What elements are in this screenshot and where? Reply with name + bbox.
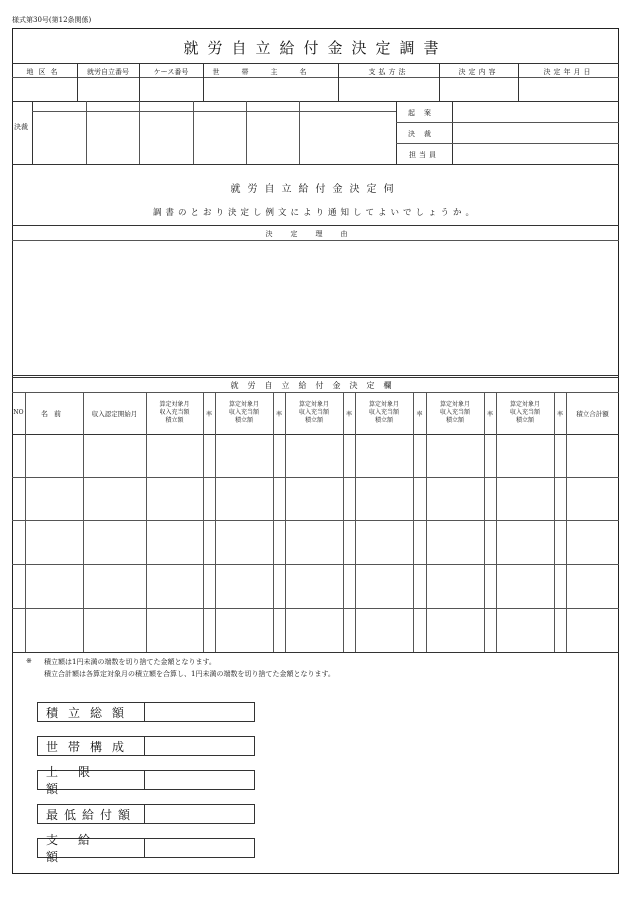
period-month: 算定対象月	[228, 401, 259, 408]
header-case-number: ケース番号	[153, 68, 189, 76]
col-total: 積立合計額	[576, 410, 609, 418]
summary-label-text: 積立総額	[46, 705, 135, 720]
note-mark: ※	[26, 657, 32, 665]
note-line-1: 積立額は1円未満の端数を切り捨てた金額となります。	[44, 658, 216, 666]
period-saving: 積立額	[445, 417, 464, 424]
summary-minimum-label	[37, 804, 145, 824]
note-line-2: 積立合計額は各算定対象月の積立額を合算し、1円未満の端数を切り捨てた金額となります。	[44, 670, 335, 678]
col-period-6	[496, 401, 554, 425]
period-month: 算定対象月	[439, 401, 470, 408]
col-start-month: 収入認定開始月	[91, 410, 138, 418]
decision-header: 就労自立給付金決定欄	[230, 381, 401, 390]
summary-total-savings-label	[37, 702, 145, 722]
header-payment-method: 支払方法	[368, 68, 409, 76]
col-name: 名前	[41, 410, 67, 418]
col-rate-2: 率	[275, 411, 282, 418]
summary-household-field[interactable]	[144, 736, 255, 756]
col-no: NO	[13, 409, 24, 416]
period-saving: 積立額	[234, 417, 253, 424]
summary-total-savings-field[interactable]	[144, 702, 255, 722]
col-period-4	[355, 401, 413, 425]
period-allocation: 収入充当額	[509, 409, 540, 416]
period-allocation: 収入充当額	[439, 409, 470, 416]
header-support-number: 就労自立番号	[87, 68, 129, 76]
summary-limit-label	[37, 765, 145, 796]
header-decision-date: 決定年月日	[543, 68, 594, 76]
col-period-3	[285, 401, 343, 425]
col-rate-4: 率	[416, 411, 423, 418]
reason-header: 決定理由	[265, 230, 366, 238]
col-rate-1: 率	[205, 411, 212, 418]
form-number-label: 様式第30号(第12条関係)	[12, 16, 92, 24]
period-saving: 積立額	[374, 417, 393, 424]
period-saving: 積立額	[515, 417, 534, 424]
header-decision-content: 決定内容	[458, 68, 499, 76]
summary-label-text: 世帯構成	[46, 739, 135, 754]
col-period-1	[146, 401, 203, 425]
period-allocation: 収入充当額	[159, 409, 190, 416]
period-allocation: 収入充当額	[228, 409, 259, 416]
inquiry-title: 就労自立給付金決定伺	[230, 184, 401, 195]
summary-household-label	[37, 736, 145, 756]
header-area: 地区名	[26, 68, 63, 76]
summary-label-text: 上限額	[46, 765, 111, 796]
summary-label-text: 最低給付額	[46, 807, 137, 822]
period-saving: 積立額	[165, 417, 184, 424]
col-rate-6: 率	[556, 411, 563, 418]
period-month: 算定対象月	[368, 401, 399, 408]
col-rate-3: 率	[345, 411, 352, 418]
col-rate-5: 率	[486, 411, 493, 418]
approval-side-label: 決裁	[14, 123, 28, 131]
period-month: 算定対象月	[159, 401, 190, 408]
summary-minimum-field[interactable]	[144, 804, 255, 824]
period-allocation: 収入充当額	[298, 409, 329, 416]
summary-label-text: 支給額	[46, 833, 111, 864]
period-month: 算定対象月	[509, 401, 540, 408]
inquiry-text: 調書のとおり決定し例文により通知してよいでしょうか。	[152, 208, 478, 218]
header-household-head: 世帯主名	[212, 68, 329, 76]
col-period-5	[426, 401, 484, 425]
approval-draft-label: 起案	[408, 109, 440, 117]
period-allocation: 収入充当額	[368, 409, 399, 416]
document-title: 就労自立給付金決定調書	[183, 39, 448, 57]
summary-payment-label	[37, 833, 145, 864]
approval-decision-label: 決裁	[408, 130, 440, 138]
summary-payment-field[interactable]	[144, 838, 255, 858]
summary-limit-field[interactable]	[144, 770, 255, 790]
period-saving: 積立額	[304, 417, 323, 424]
approval-officer-label: 担当員	[409, 151, 439, 159]
col-period-2	[215, 401, 273, 425]
period-month: 算定対象月	[298, 401, 329, 408]
